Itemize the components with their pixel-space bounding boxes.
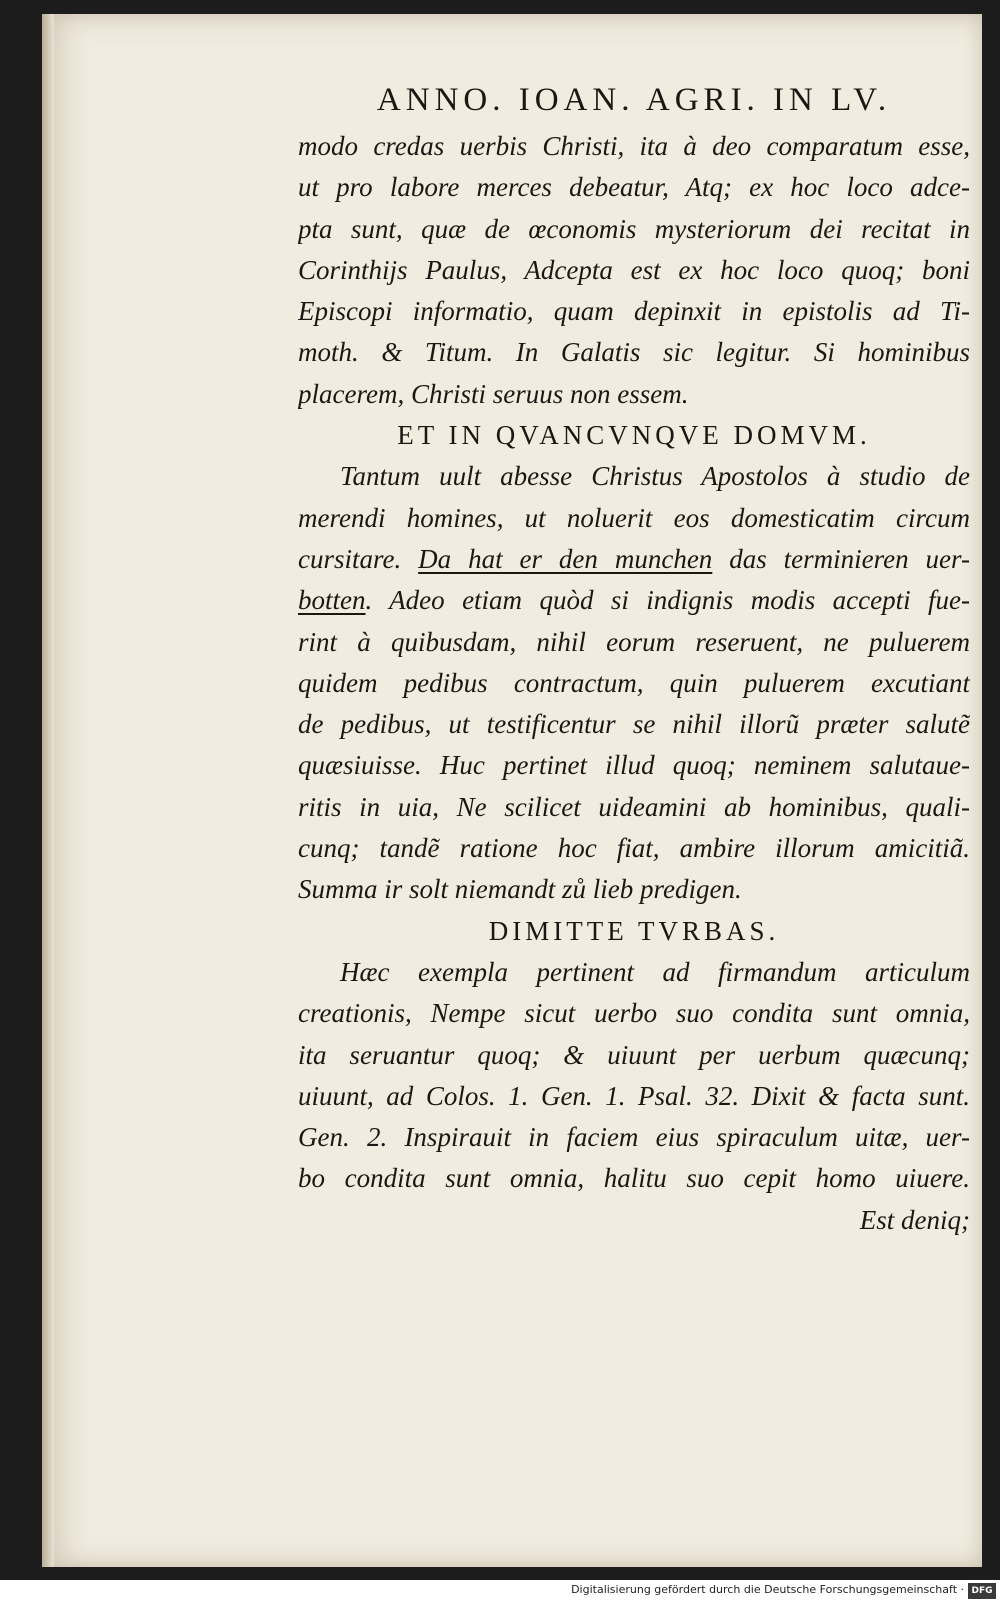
- text-line: Episcopi informatio, quam depinxit in epistolis ad Ti-: [298, 296, 970, 327]
- text-line: creationis, Nempe sicut uerbo suo condita sunt omnia,: [298, 998, 970, 1029]
- text-line: quæsiuisse. Huc pertinet illud quoq; neminem salutaue-: [298, 750, 970, 781]
- text-line: quidem pedibus contractum, quin puluerem excutiant: [298, 667, 970, 698]
- text-line: ritis in uia, Ne scilicet uideamini ab hominibus, quali-: [298, 791, 970, 822]
- text-line: cunq; tandẽ ratione hoc fiat, ambire illorum amicitiã.: [298, 833, 970, 864]
- text-fragment: . Adeo etiam quòd si indignis modis accepti fue-: [365, 585, 970, 616]
- text-line: de pedibus, ut testificentur se nihil illorũ præter salutẽ: [298, 709, 970, 740]
- text-line: rint à quibusdam, nihil eorum reseruent, ne puluerem: [298, 626, 970, 657]
- text-line: ita seruantur quoq; & uiuunt per uerbum quæcunq;: [298, 1039, 970, 1070]
- footer-credit: Digitalisierung gefördert durch die Deutsche Forschungsgemeinschaft ·: [571, 1583, 964, 1596]
- page-gutter-shadow: [42, 14, 54, 1567]
- text-line: Gen. 2. Inspirauit in faciem eius spiraculum uitæ, uer-: [298, 1122, 970, 1153]
- text-line: uiuunt, ad Colos. 1. Gen. 1. Psal. 32. Dixit & facta sunt.: [298, 1080, 970, 1111]
- text-line: modo credas uerbis Christi, ita à deo comparatum esse,: [298, 131, 970, 161]
- text-line: Corinthijs Paulus, Adcepta est ex hoc loco quoq; boni: [298, 254, 970, 285]
- text-line: Hæc exempla pertinent ad firmandum articulum: [340, 956, 970, 987]
- catchword: Est deniq;: [859, 1204, 970, 1235]
- text-line: [298, 580, 970, 621]
- text-line: pta sunt, quæ de œconomis mysteriorum dei recitat in: [298, 213, 970, 244]
- page-text-block: [298, 78, 970, 1241]
- text-line: merendi homines, ut noluerit eos domesticatim circum: [298, 502, 970, 533]
- text-line: Tantum uult abesse Christus Apostolos à studio de: [340, 461, 970, 492]
- text-line: [298, 539, 970, 580]
- footer-bar: [0, 1580, 1000, 1603]
- section-heading: DIMITTE TVRBAS.: [488, 915, 780, 946]
- text-fragment: das terminieren uer-: [712, 543, 970, 574]
- running-head: ANNO. IOAN. AGRI. IN LV.: [376, 82, 892, 118]
- text-line: ut pro labore merces debeatur, Atq; ex hoc loco adce-: [298, 172, 970, 203]
- text-fragment: cursitare.: [298, 543, 402, 574]
- text-line: placerem, Christi seruus non essem.: [298, 378, 689, 409]
- text-line: moth. & Titum. In Galatis sic legitur. Si hominibus: [298, 337, 970, 368]
- section-heading: ET IN QVANCVNQVE DOMVM.: [397, 420, 871, 451]
- dfg-logo: DFG: [968, 1583, 996, 1599]
- text-line: bo condita sunt omnia, halitu suo cepit homo uiuere.: [298, 1163, 970, 1194]
- text-line: Summa ir solt niemandt zů lieb predigen.: [298, 874, 742, 905]
- underlined-german-phrase: botten: [298, 585, 366, 616]
- underlined-german-phrase: Da hat er den munchen: [418, 543, 713, 574]
